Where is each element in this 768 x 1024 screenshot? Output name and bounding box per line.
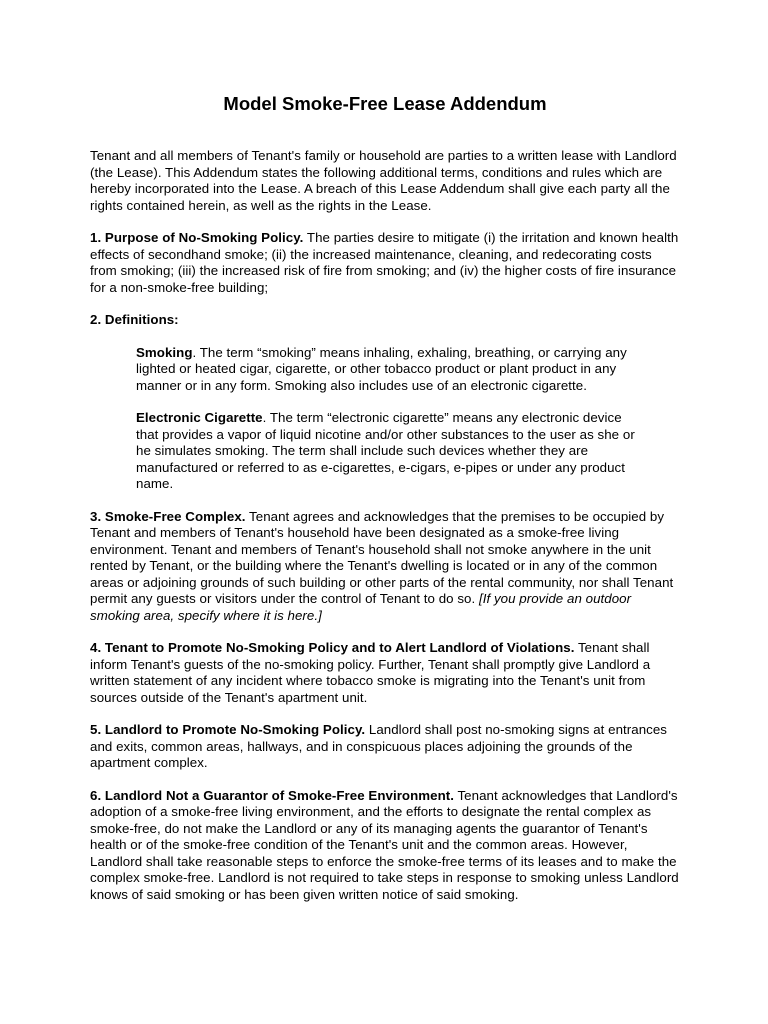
- section-5-heading: 5. Landlord to Promote No-Smoking Policy.: [90, 722, 366, 737]
- section-5-paragraph: [90, 722, 680, 772]
- section-5-body: Landlord shall post no-smoking signs at entrances and exits, common areas, hallways, and in conspicuous places adjoining the grounds of the apartment complex.: [90, 722, 668, 770]
- definition-smoking: [136, 345, 646, 395]
- section-3-body: Tenant agrees and acknowledges that the premises to be occupied by Tenant and members of Tenant's household have been designated as a smoke-free living environment. Tenant and members of Tenant's household shall not smoke anywhere in the unit rented by Tenant, or the building where the Tenant's dwelling is located or in any of the common areas or adjoining grounds of such building or other parts of the rental community, nor shall Tenant permit any guests or visitors under the control of Tenant to do so.: [90, 508, 674, 606]
- section-4-heading: 4. Tenant to Promote No-Smoking Policy and to Alert Landlord of Violations.: [90, 640, 575, 655]
- section-2-heading: 2. Definitions:: [90, 312, 179, 327]
- document-title: Model Smoke-Free Lease Addendum: [223, 93, 547, 114]
- definition-electronic-cigarette-term: Electronic Cigarette: [136, 410, 263, 425]
- section-6-heading: 6. Landlord Not a Guarantor of Smoke-Free Environment.: [90, 787, 454, 803]
- intro-paragraph: [90, 148, 680, 214]
- definition-electronic-cigarette: [136, 410, 646, 493]
- section-1-heading: 1. Purpose of No-Smoking Policy.: [90, 230, 304, 245]
- section-3-paragraph: [90, 509, 680, 625]
- section-2-paragraph: [90, 312, 680, 329]
- definition-electronic-cigarette-body: . The term “electronic cigarette” means any electronic device that provides a vapor of liquid nicotine and/or other substances to the user as she or he simulates smoking. The term shall include such devices whether they are manufactured or referred to as e-cigarettes, e-cigars, e-pipes or under any product name.: [136, 410, 635, 491]
- section-4-body: Tenant shall inform Tenant's guests of the no-smoking policy. Further, Tenant shall promptly give Landlord a written statement of any incident where tobacco smoke is migrating into the Tenant's unit from sources outside of the Tenant's apartment unit.: [90, 640, 651, 705]
- section-6-paragraph: [90, 788, 680, 904]
- intro-text: Tenant and all members of Tenant's family or household are parties to a written lease with Landlord (the Lease). This Addendum states the following additional terms, conditions and rules which are hereby incorporated into the Lease. A breach of this Lease Addendum shall give each party all the rights contained herein, as well as the rights in the Lease.: [90, 148, 677, 213]
- section-3-heading: 3. Smoke-Free Complex.: [90, 508, 246, 524]
- definition-smoking-term: Smoking: [136, 344, 193, 360]
- definition-smoking-body: . The term “smoking” means inhaling, exhaling, breathing, or carrying any lighted or heated cigar, cigarette, or other tobacco product or plant product in any manner or in any form. Smoking also includes use of an electronic cigarette.: [136, 344, 627, 393]
- section-1-paragraph: [90, 230, 680, 296]
- section-1-body: The parties desire to mitigate (i) the irritation and known health effects of secondhand smoke; (ii) the increased maintenance, cleaning, and redecorating costs from smoking; (iii) the increased risk of fire from smoking; and (iv) the higher costs of fire insurance for a non-smoke-free building;: [90, 230, 679, 295]
- section-6-body: Tenant acknowledges that Landlord's adoption of a smoke-free living environment, and the efforts to designate the rental complex as smoke-free, do not make the Landlord or any of its managing agents the guarantor of Tenant's health or of the smoke-free condition of the Tenant's unit and the common areas. However, Landlord shall take reasonable steps to enforce the smoke-free terms of its leases and to make the complex smoke-free. Landlord is not required to take steps in response to smoking unless Landlord knows of said smoking or has been given written notice of said smoking.: [90, 787, 679, 902]
- section-4-paragraph: [90, 640, 680, 706]
- document-page: [90, 92, 680, 919]
- section-3-note: [If you provide an outdoor smoking area, specify where it is here.]: [90, 591, 632, 623]
